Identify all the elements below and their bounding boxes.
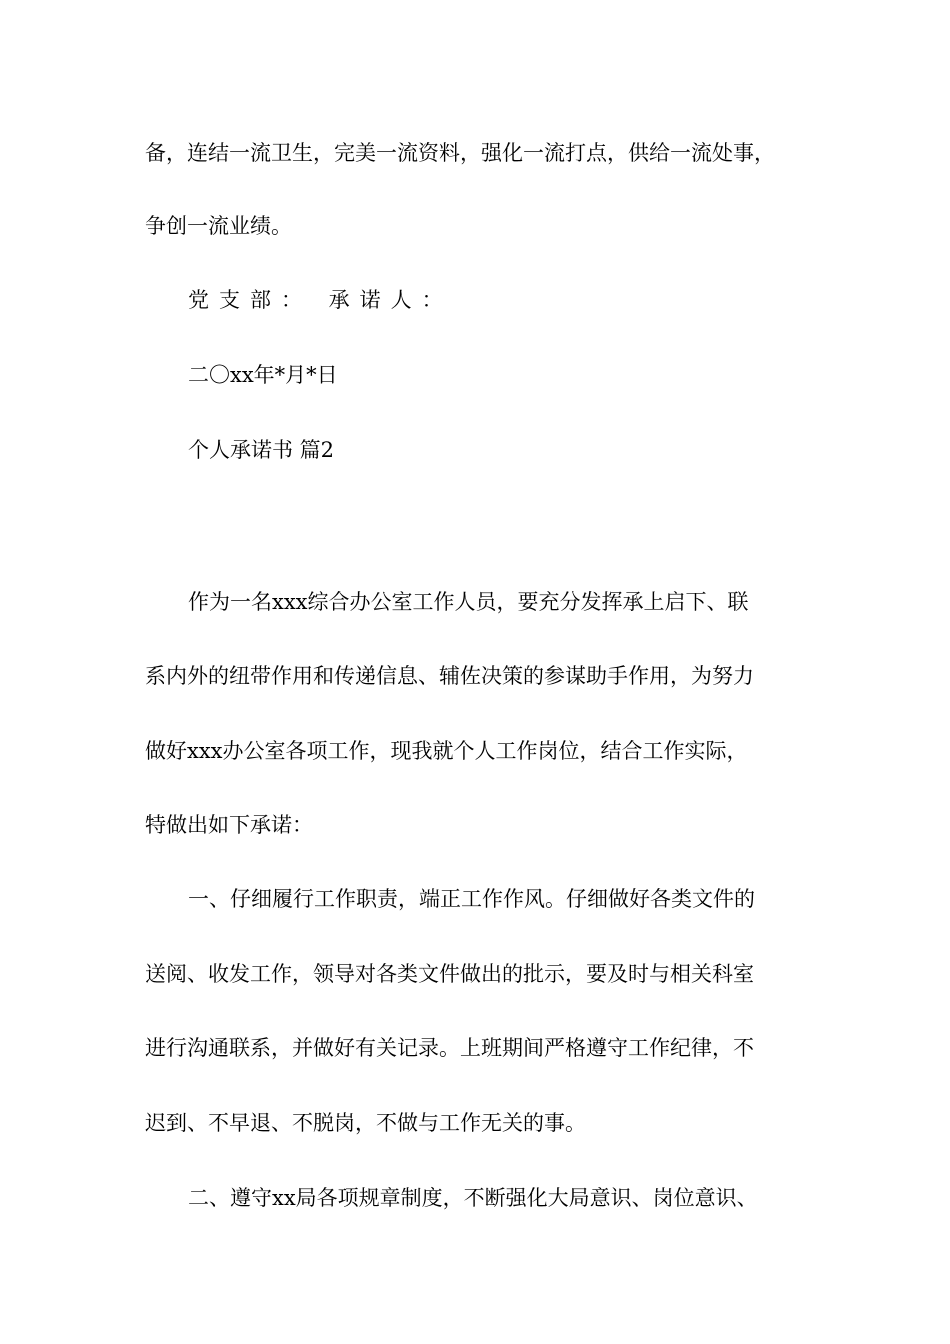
paragraph-line: 迟到、不早退、不脱岗，不做与工作无关的事。 bbox=[145, 1111, 586, 1135]
paragraph-line: 系内外的纽带作用和传递信息、辅佐决策的参谋助手作用，为努力 bbox=[145, 664, 754, 688]
paragraph-line: 一、仔细履行工作职责，端正工作作风。仔细做好各类文件的 bbox=[188, 887, 755, 911]
paragraph-line: 二、遵守xx局各项规章制度，不断强化大局意识、岗位意识、 bbox=[188, 1186, 758, 1210]
paragraph-line: 进行沟通联系，并做好有关记录。上班期间严格遵守工作纪律，不 bbox=[145, 1036, 754, 1060]
paragraph-line: 送阅、收发工作，领导对各类文件做出的批示，要及时与相关科室 bbox=[145, 962, 754, 986]
paragraph-line: 备，连结一流卫生，完美一流资料，强化一流打点，供给一流处事， bbox=[145, 141, 775, 165]
section-heading: 个人承诺书 篇2 bbox=[188, 438, 335, 462]
paragraph-line: 作为一名xxx综合办公室工作人员，要充分发挥承上启下、联 bbox=[188, 590, 749, 614]
paragraph-line: 争创一流业绩。 bbox=[145, 214, 292, 238]
paragraph-line: 做好xxx办公室各项工作，现我就个人工作岗位，结合工作实际， bbox=[145, 739, 748, 763]
paragraph-line: 特做出如下承诺： bbox=[145, 813, 313, 837]
date-line: 二〇xx年*月*日 bbox=[188, 363, 338, 387]
signature-line: 党支部： 承诺人： bbox=[188, 288, 453, 312]
